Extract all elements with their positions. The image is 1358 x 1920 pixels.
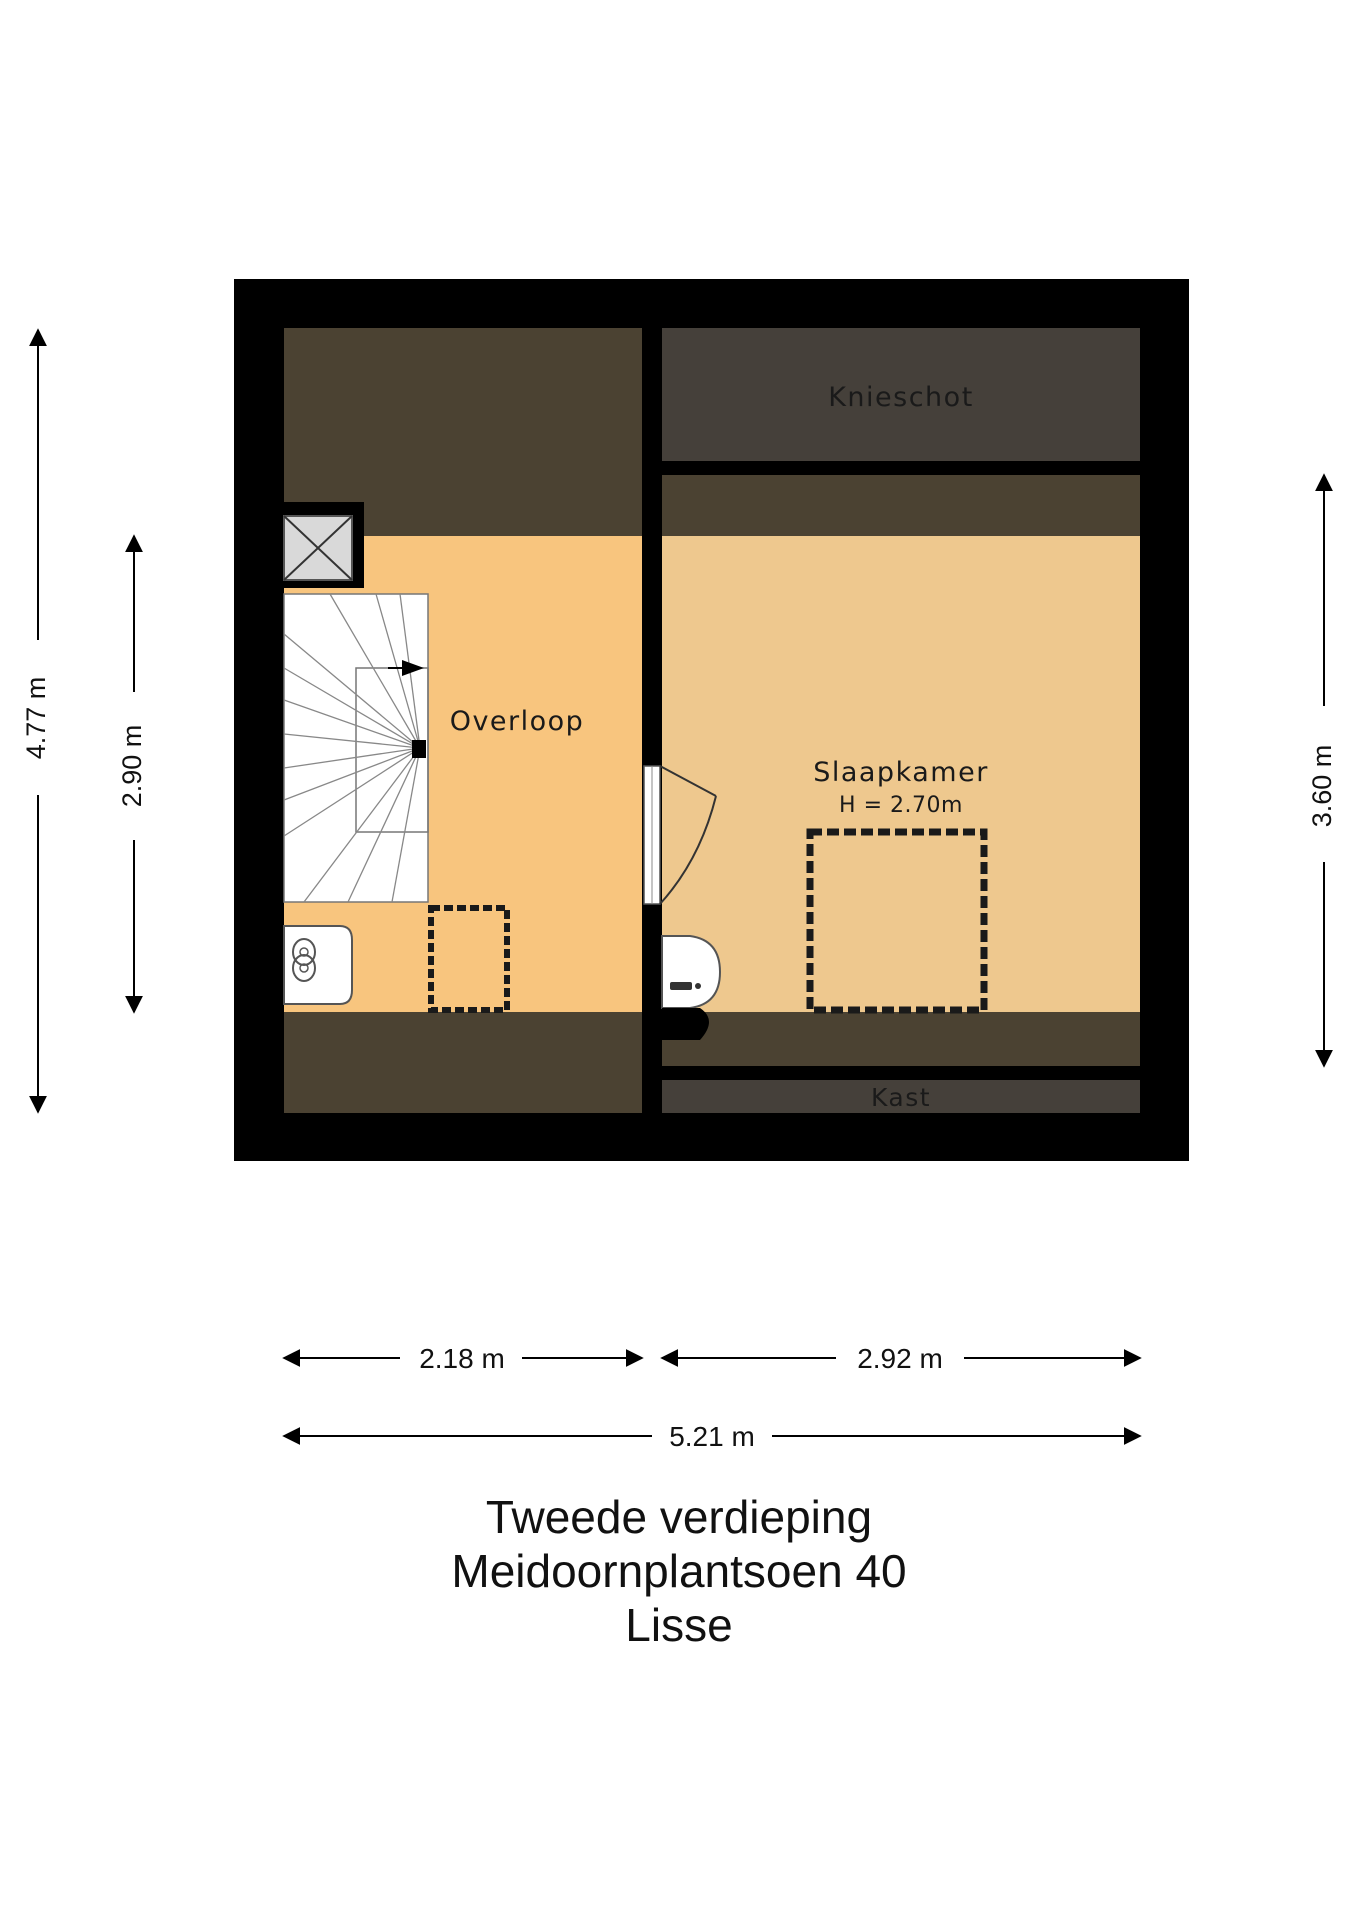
slaapkamer-label: Slaapkamer [813,757,989,788]
total-width-label: 5.21 m [669,1421,755,1452]
slaapkamer-width-label: 2.92 m [857,1343,943,1374]
caption [0,1490,1358,1652]
boiler-icon [284,926,352,1004]
attic-right-bottom [662,1012,1140,1066]
overloop-label: Overloop [449,706,585,737]
partition-wall-top [642,328,662,766]
floor-title: Tweede verdieping [485,1491,873,1543]
overloop-height-label: 2.90 m [117,724,148,808]
roof-hatch-icon [284,502,364,588]
address-line: Meidoornplantsoen 40 [451,1545,907,1597]
dimension-total-width [284,1421,1140,1452]
kast-label: Kast [870,1083,932,1112]
partition-wall-bottom [642,904,662,1113]
knieschot-wall [662,461,1140,475]
dimension-overloop-width [284,1343,642,1374]
attic-right-top [662,475,1140,536]
slaapkamer-height-label: H = 2.70m [839,793,963,818]
overloop-width-label: 2.18 m [419,1343,505,1374]
dimension-overloop-height [117,536,147,1012]
dimension-slaapkamer-height [1307,475,1337,1066]
dimension-total-height [21,330,51,1112]
total-height-label: 4.77 m [21,676,52,760]
city-line: Lisse [625,1599,733,1651]
slaapkamer-height-label: 3.60 m [1307,744,1338,828]
dimension-slaapkamer-width [662,1343,1140,1374]
attic-left-bottom [284,1012,642,1113]
kast-wall [662,1066,1140,1080]
staircase-icon [284,594,428,902]
knieschot-label: Knieschot [828,382,974,413]
